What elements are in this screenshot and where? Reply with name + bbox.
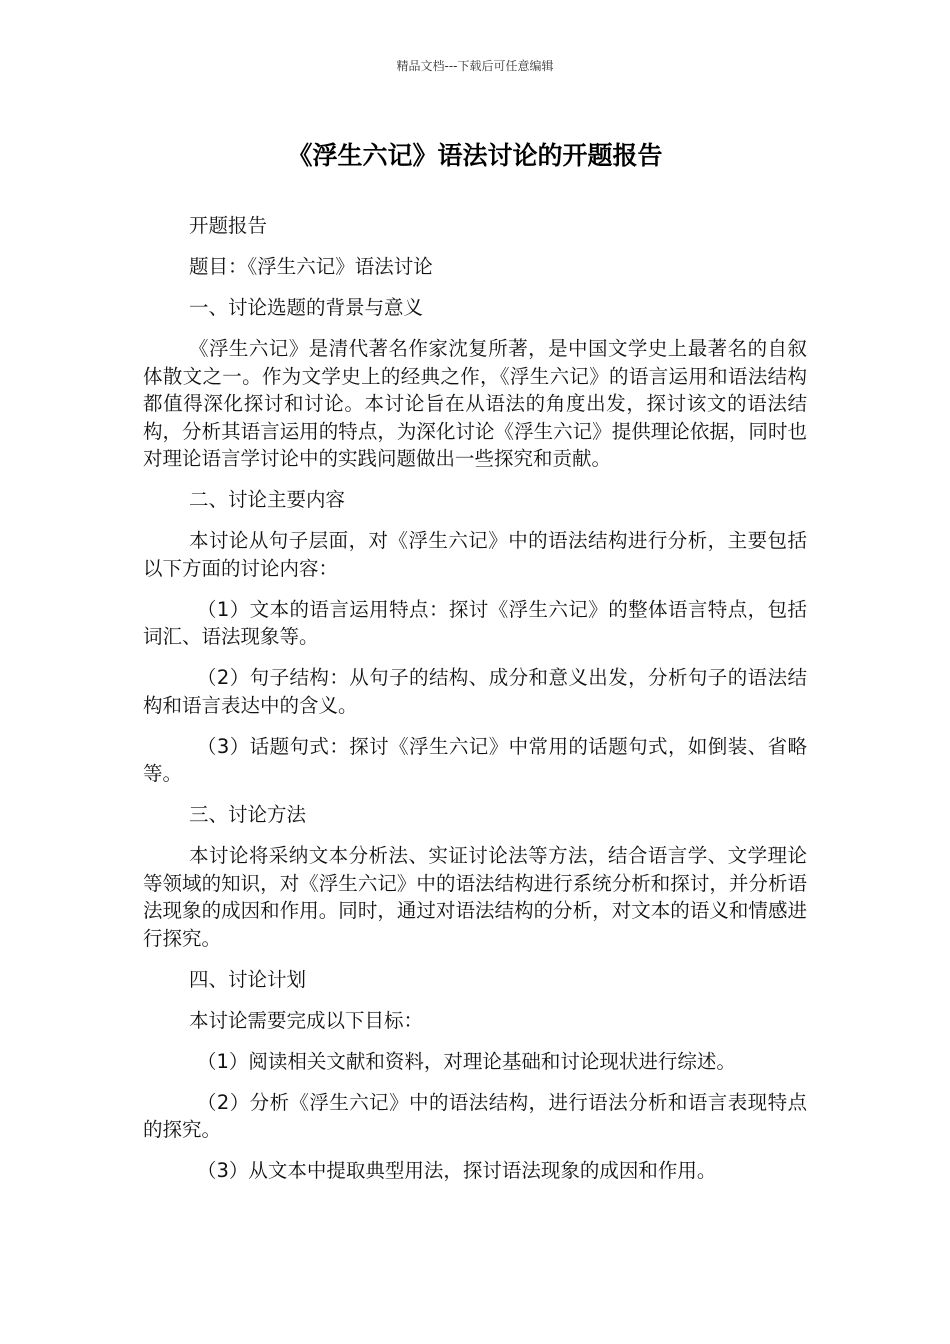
page-header: 精品文档---下载后可任意编辑	[396, 59, 554, 73]
section-4-item: （3）从文本中提取典型用法，探讨语法现象的成因和作用。	[197, 1159, 717, 1182]
section-4-item: （2）分析《浮生六记》中的语法结构，进行语法分析和语言表现特点的探究。	[143, 1090, 807, 1141]
document-title: 《浮生六记》语法讨论的开题报告	[287, 141, 663, 170]
section-3-heading: 三、讨论方法	[189, 803, 307, 826]
section-4-item: （1）阅读相关文献和资料，对理论基础和讨论现状进行综述。	[197, 1049, 736, 1073]
section-3-paragraph: 本讨论将采纳文本分析法、实证讨论法等方法，结合语言学、文学理论等领域的知识，对《浮生六记》中的语法结构进行系统分析和探讨，并分析语法现象的成因和作用。同时，通过对语法结构的分析，对文本的语义和情感进行探究。	[143, 844, 807, 950]
section-1-heading: 一、讨论选题的背景与意义	[189, 296, 424, 319]
section-4-heading: 四、讨论计划	[189, 967, 307, 991]
document-body	[143, 212, 807, 1198]
section-2-intro: 本讨论从句子层面，对《浮生六记》中的语法结构进行分析，主要包括以下方面的讨论内容：	[143, 529, 807, 580]
section-4-intro: 本讨论需要完成以下目标：	[189, 1008, 424, 1032]
section-2-item: （2）句子结构：从句子的结构、成分和意义出发，分析句子的语法结构和语言表达中的含义。	[143, 666, 807, 717]
section-2-item: （3）话题句式：探讨《浮生六记》中常用的话题句式，如倒装、省略等。	[143, 734, 807, 785]
section-1-paragraph: 《浮生六记》是清代著名作家沈复所著，是中国文学史上最著名的自叙体散文之一。作为文学史上的经典之作，《浮生六记》的语言运用和语法结构都值得深化探讨和讨论。本讨论旨在从语法的角度出发，探讨该文的语法结构，分析其语言运用的特点，为深化讨论《浮生六记》提供理论依据，同时也对理论语言学讨论中的实践问题做出一些探究和贡献。	[143, 337, 807, 470]
report-label: 开题报告	[189, 214, 268, 237]
report-topic: 题目：《浮生六记》语法讨论	[189, 255, 433, 278]
section-2-heading: 二、讨论主要内容	[189, 488, 346, 511]
section-2-item: （1）文本的语言运用特点：探讨《浮生六记》的整体语言特点，包括词汇、语法现象等。	[143, 597, 807, 648]
